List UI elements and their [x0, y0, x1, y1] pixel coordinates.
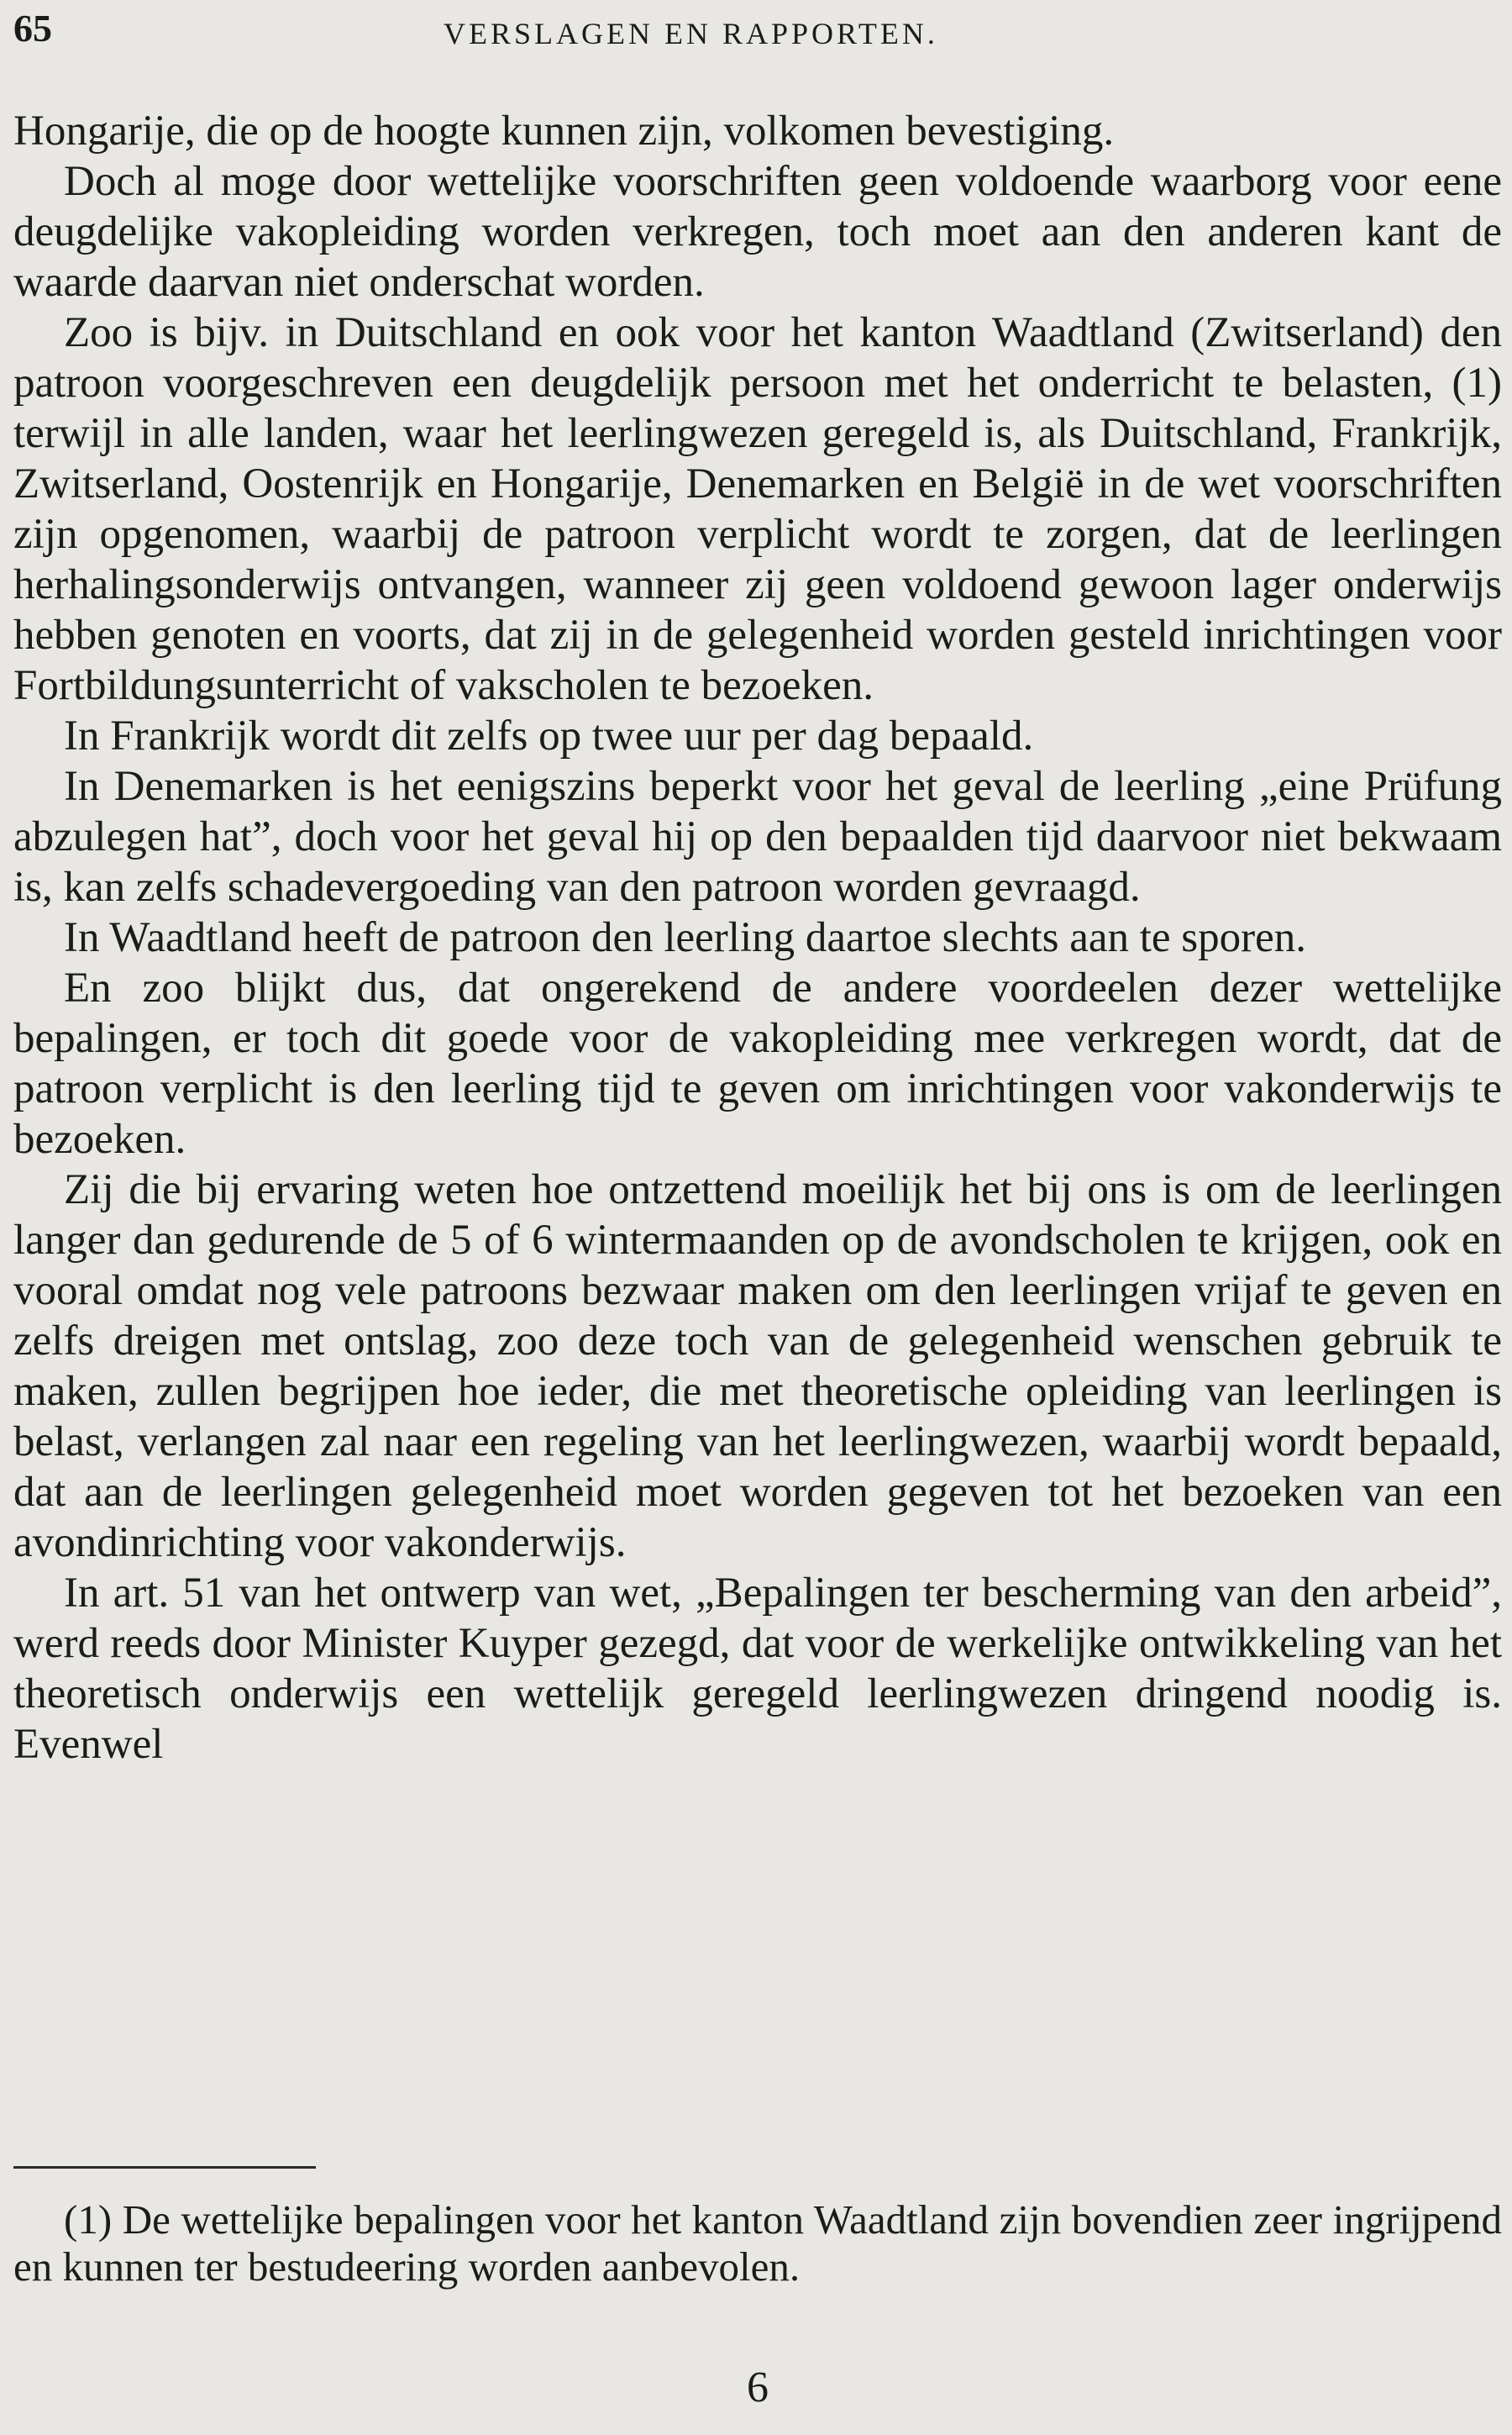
paragraph: In Frankrijk wordt dit zelfs op twee uur per dag bepaald.: [64, 713, 1034, 760]
paragraph: In Waadtland heeft de patroon den leerling daartoe slechts aan te sporen.: [64, 914, 1307, 961]
footnote-divider: [13, 2166, 316, 2169]
paragraph: Zij die bij ervaring weten hoe ontzettend moeilijk het bij ons is om de leerlingen langer dan gedurende de 5 of 6 wintermaanden op de avondscholen te krijgen, ook en vooral omdat nog vele patroons bezwaar maken om den leerlingen vrijaf te geven en zelfs dreigen met ontslag, zoo deze toch van de gelegenheid wenschen gebruik te maken, zullen begrijpen hoe ieder, die met theoretische opleiding van leerlingen is belast, verlangen zal naar een regeling van het leerlingwezen, waarbij wordt bepaald, dat aan de leerlingen gelegenheid moet worden gegeven tot het bezoeken van een avondinrichting voor vakonderwijs.: [13, 1166, 1502, 1566]
paragraph: In Denemarken is het eenigszins beperkt voor het geval de leerling „eine Prüfung abzulegen hat”, doch voor het geval hij op den bepaalden tijd daarvoor niet bekwaam is, kan zelfs schadevergoeding van den patroon worden gevraagd.: [13, 763, 1502, 911]
paragraph: En zoo blijkt dus, dat ongerekend de andere voordeelen dezer wettelijke bepalingen, er toch dit goede voor de vakopleiding mee verkregen wordt, dat de patroon verplicht is den leerling tijd te geven om inrichtingen voor vakonderwijs te bezoeken.: [13, 965, 1502, 1163]
page-header: [13, 3, 1502, 54]
page-number: 65: [13, 7, 52, 50]
signature-mark: 6: [747, 2364, 769, 2411]
paragraph-continuation: Hongarije, die op de hoogte kunnen zijn, volkomen bevestiging.: [13, 108, 1115, 155]
footnote: [13, 2196, 1502, 2290]
document-page: [13, 0, 1502, 2435]
paragraph: In art. 51 van het ontwerp van wet, „Bepalingen ter bescherming van den arbeid”, werd reeds door Minister Kuyper gezegd, dat voor de werkelijke ontwikkeling van het theoretisch onderwijs een wettelijk geregeld leerlingwezen dringend noodig is. Evenwel: [13, 1570, 1502, 1768]
footnote-text: (1) De wettelijke bepalingen voor het kanton Waadtland zijn bovendien zeer ingrijpend en kunnen ter bestudeering worden aanbevolen.: [13, 2196, 1502, 2290]
paragraph: Zoo is bijv. in Duitschland en ook voor het kanton Waadtland (Zwitserland) den patroon voorgeschreven een deugdelijk persoon met het onderricht te belasten, (1) terwijl in alle landen, waar het leerlingwezen geregeld is, als Duitschland, Frankrijk, Zwitserland, Oostenrijk en Hongarije, Denemarken en België in de wet voorschriften zijn opgenomen, waarbij de patroon verplicht wordt te zorgen, dat de leerlingen herhalingsonderwijs ontvangen, wanneer zij geen voldoend gewoon lager onderwijs hebben genoten en voorts, dat zij in de gelegenheid worden gesteld inrichtingen voor Fortbildungsunterricht of vakscholen te bezoeken.: [13, 309, 1502, 709]
running-title: VERSLAGEN EN RAPPORTEN.: [444, 17, 938, 50]
paragraph: Doch al moge door wettelijke voorschriften geen voldoende waarborg voor eene deugdelijke vakopleiding worden verkregen, toch moet aan den anderen kant de waarde daarvan niet onderschat worden.: [13, 158, 1502, 306]
body-text: [13, 106, 1502, 1770]
